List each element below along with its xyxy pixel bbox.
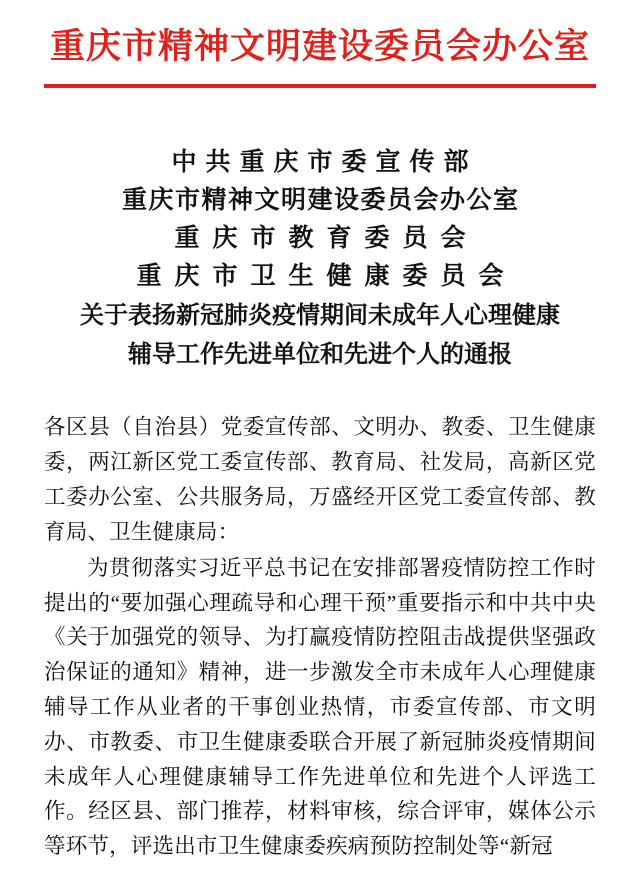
letterhead-divider — [44, 84, 596, 88]
title-line-2: 重庆市精神文明建设委员会办公室 — [121, 187, 520, 214]
document-body — [44, 410, 596, 864]
recipients-paragraph: 各区县（自治县）党委宣传部、文明办、教委、卫生健康委，两江新区党工委宣传部、教育局、社发局，高新区党工委办公室、公共服务局，万盛经开区党工委宣传部、教育局、卫生健康局： — [44, 415, 596, 544]
subject-line-2: 辅导工作先进单位和先进个人的通报 — [128, 342, 512, 369]
subject-line-1: 关于表扬新冠肺炎疫情期间未成年人心理健康 — [80, 303, 560, 329]
title-line-4: 重庆市卫生健康委员会 — [136, 263, 517, 290]
letterhead-title: 重庆市精神文明建设委员会办公室 — [49, 27, 590, 67]
document-title-block — [44, 144, 596, 374]
body-paragraph-1: 为贯彻落实习近平总书记在安排部署疫情防控工作时提出的“要加强心理疏导和心理干预”重要指示和中共中央《关于加强党的领导、为打赢疫情防控阻击战提供坚强政治保证的通知》精神，进一步激发全市未成年人心理健康辅导工作从业者的干事创业热情，市委宣传部、市文明办、市教委、市卫生健康委联合开展了新冠肺炎疫情期间未成年人心理健康辅导工作先进单位和先进个人评选工作。经区县、部门推荐，材料审核，综合评审，媒体公示等环节，评选出市卫生健康委疾病预防控制处等“新冠 — [44, 555, 596, 859]
document-page — [0, 26, 640, 888]
title-line-1: 中共重庆市委宣传部 — [171, 149, 478, 176]
title-line-3: 重庆市教育委员会 — [174, 225, 479, 252]
